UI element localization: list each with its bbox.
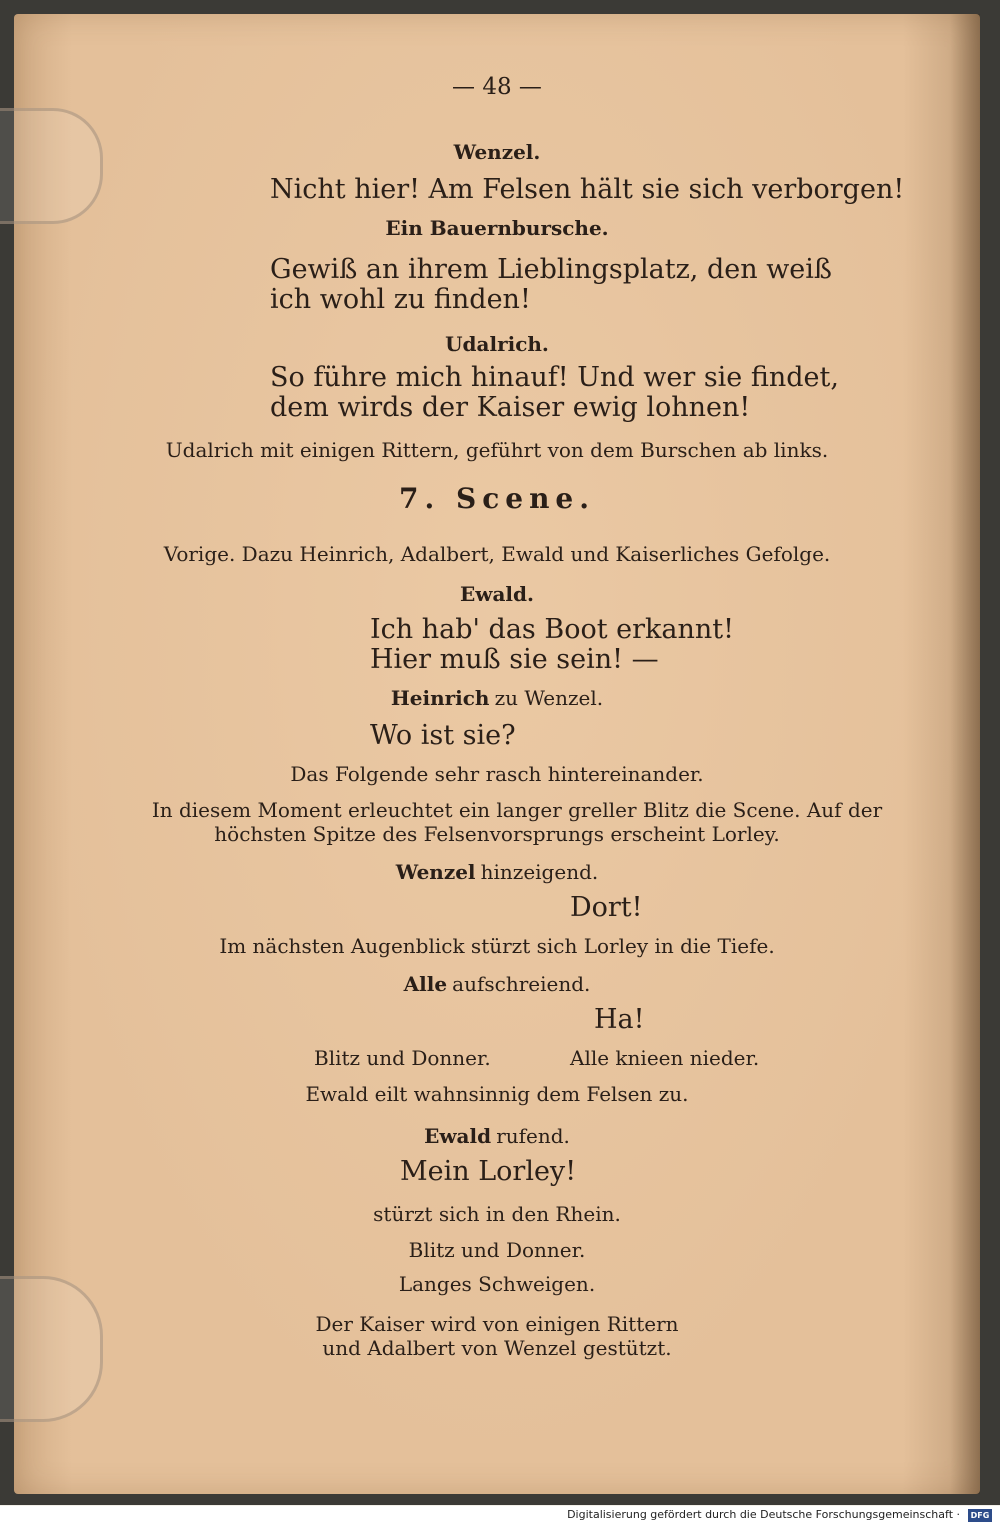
verse-line: dem wirds der Kaiser ewig lohnen! xyxy=(270,392,751,423)
stage-direction: höchsten Spitze des Felsenvorsprungs erscheint Lorley. xyxy=(214,822,780,846)
stage-direction: stürzt sich in den Rhein. xyxy=(373,1202,621,1226)
verse-line: Mein Lorley! xyxy=(400,1156,577,1187)
stage-direction: Ewald eilt wahnsinnig dem Felsen zu. xyxy=(305,1082,689,1106)
speaker-name: Ewald xyxy=(424,1124,492,1148)
speaker-name: Alle xyxy=(403,972,448,996)
speaker-heading-row xyxy=(14,686,980,710)
speaker-heading-row xyxy=(14,860,980,884)
stage-direction: Udalrich mit einigen Rittern, geführt von dem Burschen ab links. xyxy=(165,438,829,462)
stage-direction: Alle knieen nieder. xyxy=(570,1046,760,1070)
speaker-heading: Udalrich. xyxy=(445,332,549,356)
stage-direction: und Adalbert von Wenzel gestützt. xyxy=(322,1336,672,1360)
verse-line: Ich hab' das Boot erkannt! xyxy=(370,614,734,645)
verse-line: Gewiß an ihrem Lieblingsplatz, den weiß xyxy=(270,254,832,285)
stage-direction: Im nächsten Augenblick stürzt sich Lorley in die Tiefe. xyxy=(219,934,775,958)
funding-credit: Digitalisierung gefördert durch die Deutsche Forschungsgemeinschaft · xyxy=(567,1508,960,1521)
stage-direction: Langes Schweigen. xyxy=(398,1272,596,1296)
page-number: — 48 — xyxy=(452,74,542,100)
speaker-note: hinzeigend. xyxy=(480,860,599,884)
stage-direction: Das Folgende sehr rasch hintereinander. xyxy=(290,762,704,786)
dfg-logo-icon: DFG xyxy=(968,1509,992,1522)
stage-direction: In diesem Moment erleuchtet ein langer greller Blitz die Scene. Auf der xyxy=(151,798,883,822)
verse-line: Hier muß sie sein! — xyxy=(370,644,659,675)
stage-direction: Vorige. Dazu Heinrich, Adalbert, Ewald und Kaiserliches Gefolge. xyxy=(163,542,831,566)
verse-line: ich wohl zu finden! xyxy=(270,284,531,315)
verse-line: Wo ist sie? xyxy=(370,720,516,751)
stage-direction: Blitz und Donner. xyxy=(408,1238,586,1262)
verse-line: Ha! xyxy=(594,1004,645,1035)
speaker-heading: Ein Bauernbursche. xyxy=(385,216,609,240)
speaker-name: Heinrich xyxy=(390,686,490,710)
verse-line: Nicht hier! Am Felsen hält sie sich verborgen! xyxy=(270,174,905,205)
scene-heading: 7. Scene. xyxy=(399,482,595,515)
speaker-name: Wenzel xyxy=(395,860,476,884)
speaker-heading: Wenzel. xyxy=(453,140,541,164)
stage-direction: Der Kaiser wird von einigen Rittern xyxy=(315,1312,679,1336)
book-page xyxy=(14,14,980,1494)
speaker-heading-row xyxy=(14,972,980,996)
speaker-heading-row xyxy=(14,1124,980,1148)
speaker-note: zu Wenzel. xyxy=(494,686,604,710)
speaker-heading: Ewald. xyxy=(460,582,534,606)
speaker-note: aufschreiend. xyxy=(452,972,591,996)
footer-bar xyxy=(0,1506,1000,1526)
page-clip-top xyxy=(0,108,103,224)
speaker-note: rufend. xyxy=(496,1124,570,1148)
verse-line: Dort! xyxy=(570,892,643,923)
stage-direction: Blitz und Donner. xyxy=(314,1046,491,1070)
verse-line: So führe mich hinauf! Und wer sie findet, xyxy=(270,362,839,393)
